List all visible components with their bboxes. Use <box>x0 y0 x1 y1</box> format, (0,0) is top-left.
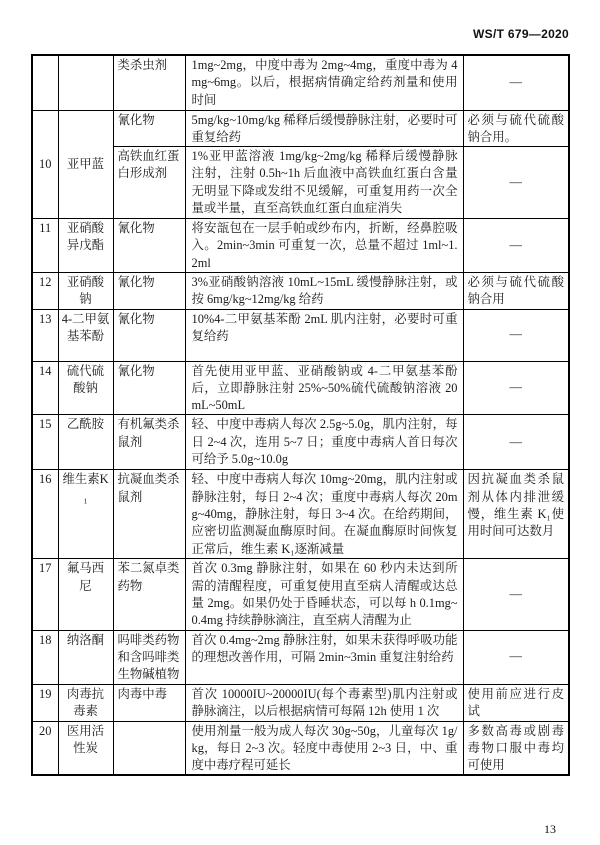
dosage-cell: 将安瓿包在一层手帕或纱布内，折断，经鼻腔吸入。2min~3min 可重复一次，总量不超过 1ml~1.2ml <box>185 219 463 273</box>
notes-cell: 使用前应进行皮试 <box>463 684 569 721</box>
row-number-cell: 19 <box>32 684 58 721</box>
row-number-cell: 15 <box>32 415 58 470</box>
poison-type-cell: 氰化物 <box>113 309 185 361</box>
poison-type-cell: 有机氟类杀鼠剂 <box>113 415 185 470</box>
standard-code-header: WS/T 679—2020 <box>473 27 569 41</box>
notes-cell: — <box>463 415 569 470</box>
table-row <box>32 272 569 309</box>
table-row <box>32 219 569 273</box>
poison-type-cell: 抗凝血类杀鼠剂 <box>113 470 185 559</box>
table-row <box>32 470 569 559</box>
poison-type-cell: 高铁血红蛋白形成剂 <box>113 147 185 219</box>
drug-name-cell: 硫代硫酸钠 <box>58 361 113 415</box>
poison-type-cell: 吗啡类药物和含吗啡类生物碱植物 <box>113 630 185 684</box>
dosage-cell: 首次 10000IU~20000IU(每个毒素型)肌内注射或静脉滴注，以后根据病情可每隔 12h 使用 1 次 <box>185 684 463 721</box>
dosage-cell: 1mg~2mg，中度中毒为 2mg~4mg，重度中毒为 4mg~6mg。以后，根据病情确定给药剂量和使用时间 <box>185 55 463 110</box>
table-row <box>32 110 569 147</box>
notes-cell: — <box>463 630 569 684</box>
dosage-cell: 10%4-二甲氨基苯酚 2mL 肌内注射，必要时可重复给药 <box>185 309 463 361</box>
notes-cell: — <box>463 55 569 110</box>
drug-name-cell: 维生素K₁ <box>58 470 113 559</box>
dosage-cell: 使用剂量一般为成人每次 30g~50g，儿童每次 1g/kg，每日 2~3 次。轻度中毒使用 2~3 日，中、重度中毒疗程可延长 <box>185 721 463 775</box>
table-row <box>32 630 569 684</box>
poison-type-cell: 氰化物 <box>113 272 185 309</box>
table-row <box>32 721 569 775</box>
notes-cell: — <box>463 147 569 219</box>
dosage-cell: 5mg/kg~10mg/kg 稀释后缓慢静脉注射，必要时可重复给药 <box>185 110 463 147</box>
notes-cell: — <box>463 559 569 630</box>
dosage-cell: 轻、中度中毒病人每次 10mg~20mg，肌内注射或静脉注射，每日 2~4 次；重度中毒病人每次 20mg~40mg，静脉注射，每日 3~4 次。在给药期间，应密切监测凝血酶原时间。在凝血酶原时间恢复正常后，维生素 K₁逐渐减量 <box>185 470 463 559</box>
drug-name-cell: 肉毒抗毒素 <box>58 684 113 721</box>
dosage-cell: 3%亚硝酸钠溶液 10mL~15mL 缓慢静脉注射，或按 6mg/kg~12mg/kg 给药 <box>185 272 463 309</box>
dosage-cell: 首次 0.3mg 静脉注射，如果在 60 秒内未达到所需的清醒程度，可重复使用直至病人清醒或达总量 2mg。如果仍处于昏睡状态，可以每 h 0.1mg~0.4mg 持续静脉滴注，直至病人清醒为止 <box>185 559 463 630</box>
poison-type-cell: 氰化物 <box>113 361 185 415</box>
row-number-cell: 10 <box>32 110 58 219</box>
poison-type-cell: 类杀虫剂 <box>113 55 185 110</box>
drug-name-cell: 亚硝酸异戊酯 <box>58 219 113 273</box>
drug-name-cell: 亚甲蓝 <box>58 110 113 219</box>
row-number-cell: 16 <box>32 470 58 559</box>
notes-cell: 多数高毒或剧毒毒物口服中毒均可使用 <box>463 721 569 775</box>
notes-cell: — <box>463 219 569 273</box>
dosage-cell: 1%亚甲蓝溶液 1mg/kg~2mg/kg 稀释后缓慢静脉注射，注射 0.5h~1h 后血液中高铁血红蛋白含量无明显下降或发绀不见缓解，可重复用药一次全量或半量，直至高铁血红蛋白血症消失 <box>185 147 463 219</box>
notes-cell: 必须与硫代硫酸钠合用 <box>463 272 569 309</box>
row-number-cell: 11 <box>32 219 58 273</box>
notes-cell: 因抗凝血类杀鼠剂从体内排泄缓慢，维生素 K₁使用时间可达数月 <box>463 470 569 559</box>
table-row <box>32 361 569 415</box>
table-row <box>32 415 569 470</box>
drug-name-cell: 纳洛酮 <box>58 630 113 684</box>
poison-type-cell: 氰化物 <box>113 219 185 273</box>
row-number-cell: 13 <box>32 309 58 361</box>
drug-name-cell: 乙酰胺 <box>58 415 113 470</box>
poison-type-cell: 氰化物 <box>113 110 185 147</box>
table-row <box>32 559 569 630</box>
dosage-cell: 首次 0.4mg~2mg 静脉注射，如果未获得呼吸功能的理想改善作用，可隔 2min~3min 重复注射给药 <box>185 630 463 684</box>
row-number-cell: 20 <box>32 721 58 775</box>
row-number-cell <box>32 55 58 110</box>
drug-name-cell: 4-二甲氨基苯酚 <box>58 309 113 361</box>
notes-cell: — <box>463 361 569 415</box>
antidote-dosage-table <box>31 54 570 776</box>
drug-name-cell <box>58 55 113 110</box>
notes-cell: — <box>463 309 569 361</box>
poison-type-cell: 肉毒中毒 <box>113 684 185 721</box>
poison-type-cell <box>113 721 185 775</box>
row-number-cell: 12 <box>32 272 58 309</box>
table-row <box>32 147 569 219</box>
drug-name-cell: 医用活性炭 <box>58 721 113 775</box>
dosage-cell: 轻、中度中毒病人每次 2.5g~5.0g，肌内注射，每日 2~4 次，连用 5~7 日；重度中毒病人首日每次可给予 5.0g~10.0g <box>185 415 463 470</box>
table-row <box>32 55 569 110</box>
notes-cell: 必须与硫代硫酸钠合用。 <box>463 110 569 147</box>
page-number: 13 <box>544 822 556 836</box>
drug-name-cell: 亚硝酸钠 <box>58 272 113 309</box>
table-row <box>32 309 569 361</box>
dosage-cell: 首先使用亚甲蓝、亚硝酸钠或 4-二甲氨基苯酚后，立即静脉注射 25%~50%硫代硫酸钠溶液 20mL~50mL <box>185 361 463 415</box>
table-row <box>32 684 569 721</box>
row-number-cell: 14 <box>32 361 58 415</box>
poison-type-cell: 苯二氮卓类药物 <box>113 559 185 630</box>
drug-name-cell: 氟马西尼 <box>58 559 113 630</box>
row-number-cell: 18 <box>32 630 58 684</box>
row-number-cell: 17 <box>32 559 58 630</box>
